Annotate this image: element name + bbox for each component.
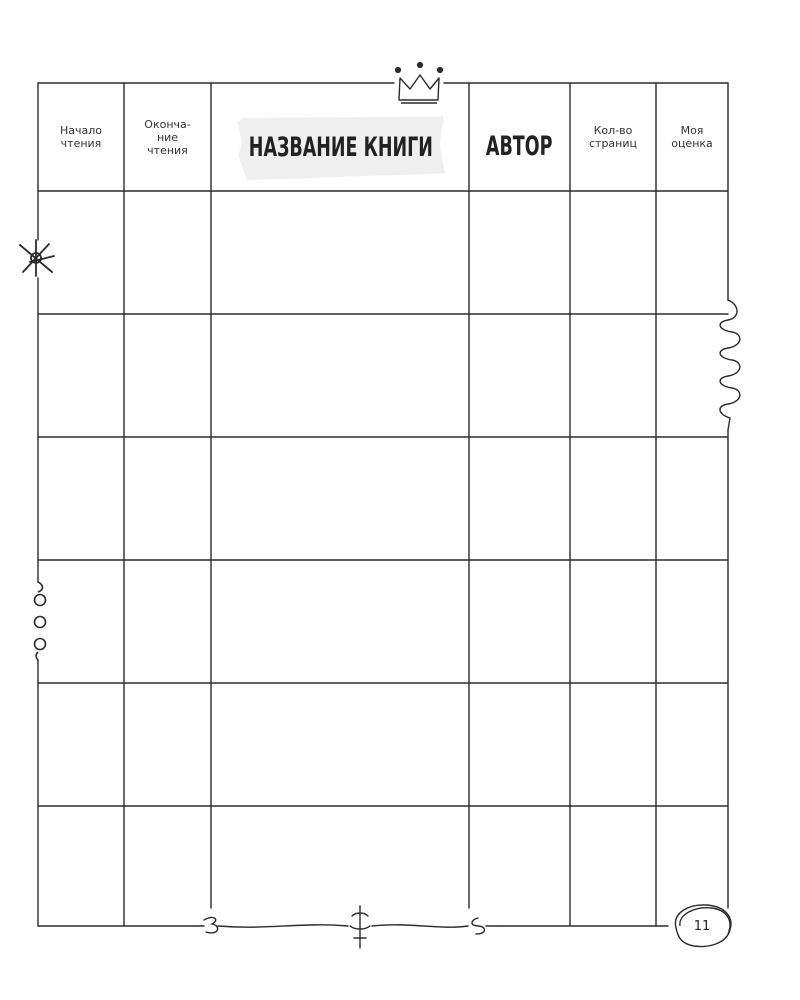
page-number xyxy=(673,904,731,948)
sun-doodle-icon xyxy=(20,240,54,276)
header-end-date-label: Оконча- ние чтения xyxy=(144,117,191,157)
header-page-count xyxy=(570,83,656,191)
header-start-date-label: Начало чтения xyxy=(59,124,102,150)
header-end-date xyxy=(124,83,211,191)
spring-doodle-icon xyxy=(720,300,740,430)
page-number-text: 11 xyxy=(693,918,711,934)
header-book-title-label: НАЗВАНИЕ КНИГИ xyxy=(248,131,434,163)
header-author xyxy=(469,115,570,177)
circles-doodle-icon xyxy=(35,582,46,660)
header-rating xyxy=(656,83,728,191)
header-page-count-label: Кол-во страниц xyxy=(588,124,637,150)
header-rating-label: Моя оценка xyxy=(671,124,713,150)
header-author-label: АВТОР xyxy=(486,130,553,162)
header-book-title xyxy=(238,116,444,178)
header-start-date xyxy=(38,83,124,191)
crown-icon xyxy=(396,63,443,103)
flourish-doodle-icon xyxy=(198,906,498,948)
